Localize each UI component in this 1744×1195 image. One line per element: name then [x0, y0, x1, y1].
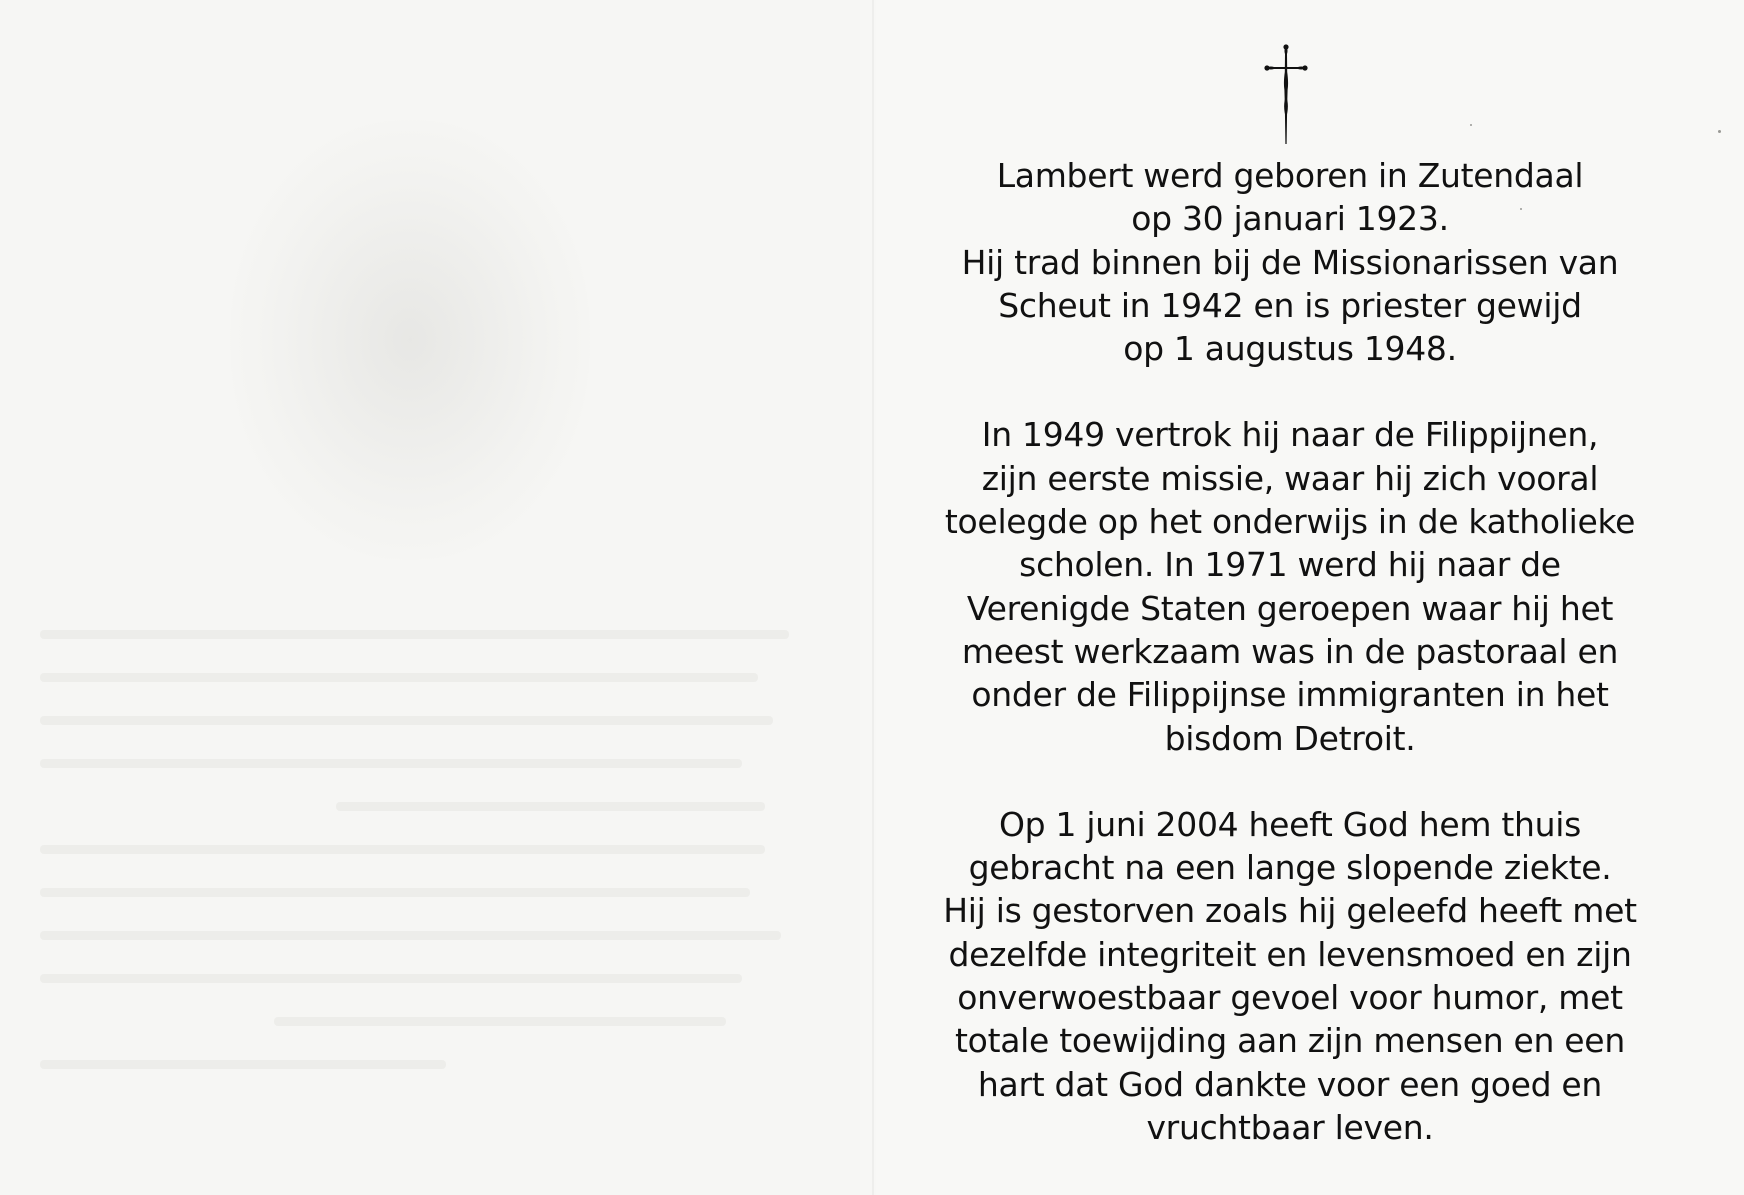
- paragraph-birth-ordination: [900, 154, 1680, 370]
- fold-line: [872, 0, 874, 1195]
- text-line: Hij is gestorven zoals hij geleefd heeft met: [943, 891, 1637, 931]
- text-line: onverwoestbaar gevoel voor humor, met: [957, 978, 1623, 1018]
- text-line: op 1 augustus 1948.: [1123, 329, 1457, 369]
- paper-speck: [1718, 130, 1721, 133]
- text-line: toelegde op het onderwijs in de katholieke: [944, 502, 1636, 542]
- paragraph-death: [900, 803, 1680, 1149]
- text-line: zijn eerste missie, waar hij zich vooral: [981, 458, 1599, 498]
- text-line: Scheut in 1942 en is priester gewijd: [998, 285, 1582, 325]
- text-line: op 30 januari 1923.: [1131, 199, 1449, 239]
- paper-speck: [1520, 208, 1522, 210]
- text-line: scholen. In 1971 werd hij naar de: [1019, 545, 1561, 585]
- paragraph-mission: [900, 413, 1680, 759]
- text-line: Lambert werd geboren in Zutendaal: [996, 156, 1584, 195]
- text-line: bisdom Detroit.: [1164, 718, 1416, 758]
- text-line: Hij trad binnen bij de Missionarissen van: [961, 242, 1619, 282]
- text-line: totale toewijding aan zijn mensen en een: [955, 1021, 1625, 1061]
- text-line: hart dat God dankte voor een goed en: [977, 1064, 1603, 1104]
- biography-text: [900, 154, 1680, 1192]
- text-line: onder de Filippijnse immigranten in het: [971, 675, 1609, 715]
- text-line: meest werkzaam was in de pastoraal en: [961, 631, 1619, 671]
- left-page-blank: [0, 0, 860, 1195]
- text-line: In 1949 vertrok hij naar de Filippijnen,: [981, 415, 1599, 455]
- text-line: dezelfde integriteit en levensmoed en zijn: [948, 934, 1632, 974]
- text-line: Verenigde Staten geroepen waar hij het: [966, 588, 1614, 628]
- text-line: vruchtbaar leven.: [1146, 1107, 1434, 1147]
- text-line: Op 1 juni 2004 heeft God hem thuis: [999, 804, 1581, 844]
- text-line: gebracht na een lange slopende ziekte.: [968, 848, 1612, 888]
- cross-icon: [1264, 44, 1308, 144]
- show-through-photo: [230, 120, 590, 560]
- paper-speck: [1470, 124, 1472, 126]
- show-through-text: [40, 630, 820, 1103]
